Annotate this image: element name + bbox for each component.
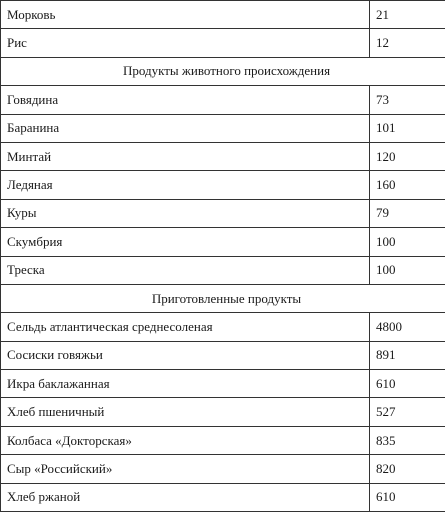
table-row: [1, 426, 445, 454]
product-value: 12: [370, 29, 445, 57]
section-title: Приготовленные продукты: [1, 284, 445, 312]
table-row: [1, 86, 445, 114]
product-name: Рис: [1, 29, 370, 57]
product-value: 610: [370, 370, 445, 398]
product-name: Скумбрия: [1, 228, 370, 256]
product-value: 100: [370, 256, 445, 284]
product-name: Сельдь атлантическая среднесоленая: [1, 313, 370, 341]
product-name: Колбаса «Докторская»: [1, 426, 370, 454]
product-name: Сыр «Российский»: [1, 455, 370, 483]
section-title: Продукты животного происхождения: [1, 57, 445, 85]
product-name: Икра баклажанная: [1, 370, 370, 398]
table-row: [1, 256, 445, 284]
product-value: 100: [370, 228, 445, 256]
table-row: [1, 142, 445, 170]
table-row: [1, 313, 445, 341]
product-value: 160: [370, 171, 445, 199]
product-name: Морковь: [1, 1, 370, 29]
product-name: Хлеб пшеничный: [1, 398, 370, 426]
section-header-row: [1, 284, 445, 312]
table-row: [1, 171, 445, 199]
product-name: Баранина: [1, 114, 370, 142]
table-row: [1, 370, 445, 398]
product-name: Ледяная: [1, 171, 370, 199]
product-value: 73: [370, 86, 445, 114]
table-row: [1, 483, 445, 511]
table-row: [1, 455, 445, 483]
product-name: Минтай: [1, 142, 370, 170]
product-value: 891: [370, 341, 445, 369]
product-value: 21: [370, 1, 445, 29]
product-name: Сосиски говяжьи: [1, 341, 370, 369]
table-row: [1, 228, 445, 256]
table-row: [1, 29, 445, 57]
section-header-row: [1, 57, 445, 85]
table-row: [1, 398, 445, 426]
product-value: 79: [370, 199, 445, 227]
product-name: Хлеб ржаной: [1, 483, 370, 511]
table-row: [1, 1, 445, 29]
product-value: 835: [370, 426, 445, 454]
product-value: 120: [370, 142, 445, 170]
table-row: [1, 199, 445, 227]
product-value: 820: [370, 455, 445, 483]
table-row: [1, 114, 445, 142]
product-name: Треска: [1, 256, 370, 284]
product-value: 101: [370, 114, 445, 142]
product-value: 527: [370, 398, 445, 426]
table-row: [1, 341, 445, 369]
product-name: Куры: [1, 199, 370, 227]
product-value: 610: [370, 483, 445, 511]
product-name: Говядина: [1, 86, 370, 114]
product-value: 4800: [370, 313, 445, 341]
